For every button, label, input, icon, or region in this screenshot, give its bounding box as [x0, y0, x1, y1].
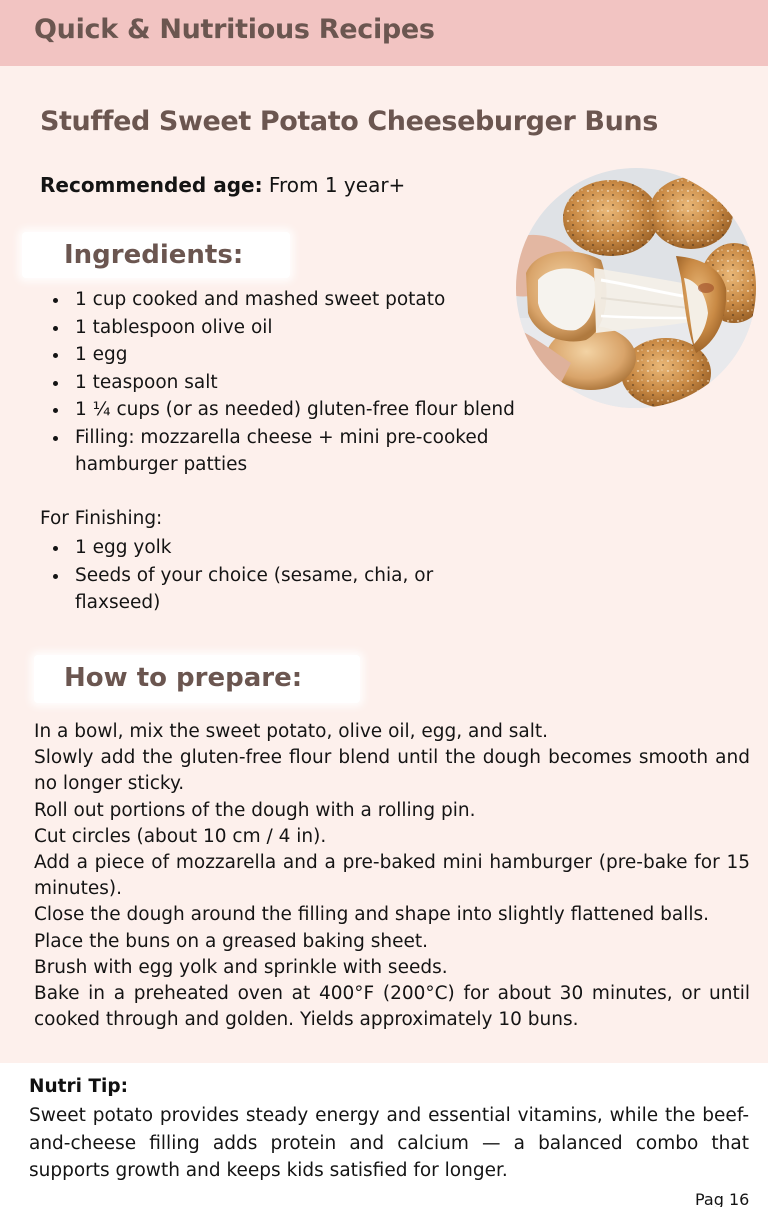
step-text: Slowly add the gluten-free flour blend until the dough becomes smooth and no longer sticky. [34, 747, 750, 795]
list-item: 1 teaspoon salt [40, 369, 520, 397]
step-text: Bake in a preheated oven at 400°F (200°C) for about 30 minutes, or until cooked through and golden. Yields approximately 10 buns. [34, 983, 750, 1031]
recommended-age [40, 173, 405, 197]
page-header-title: Quick & Nutritious Recipes [34, 14, 435, 45]
list-item: 1 cup cooked and mashed sweet potato [40, 286, 520, 314]
list-item: Filling: mozzarella cheese + mini pre-cooked hamburger patties [40, 424, 520, 479]
nutri-tip-title: Nutri Tip: [29, 1076, 129, 1097]
step-text: Place the buns on a greased baking sheet. [34, 930, 429, 952]
preparation-steps [34, 719, 750, 1033]
list-item: 1 ¼ cups (or as needed) gluten-free flour blend [40, 396, 520, 424]
stuffed-buns-photo [516, 168, 756, 408]
step-text: Close the dough around the filling and shape into slightly flattened balls. [34, 904, 710, 926]
age-label: Recommended age: [40, 173, 263, 197]
step-text: Add a piece of mozzarella and a pre-baked mini hamburger (pre-bake for 15 minutes). [34, 852, 750, 900]
list-item: 1 egg [40, 341, 520, 369]
step-text: Roll out portions of the dough with a rolling pin. [34, 799, 476, 821]
ingredients-heading: Ingredients: [64, 240, 244, 270]
finishing-list [40, 534, 480, 617]
prepare-heading: How to prepare: [64, 663, 303, 693]
nutri-tip-text: Sweet potato provides steady energy and essential vitamins, while the beef-and-cheese filling adds protein and calcium — a balanced combo that supports growth and keeps kids satisfied for longer. [29, 1105, 749, 1181]
list-item: Seeds of your choice (sesame, chia, or flaxseed) [40, 562, 480, 617]
finishing-label: For Finishing: [40, 508, 163, 529]
ingredients-list [40, 286, 520, 479]
buns-illustration [516, 168, 756, 408]
page-number: Pag 16 [695, 1190, 750, 1207]
step-text: Cut circles (about 10 cm / 4 in). [34, 825, 327, 847]
step-text: In a bowl, mix the sweet potato, olive oil, egg, and salt. [34, 721, 548, 742]
list-item: 1 egg yolk [40, 534, 480, 562]
recipe-title: Stuffed Sweet Potato Cheeseburger Buns [40, 106, 658, 137]
list-item: 1 tablespoon olive oil [40, 314, 520, 342]
age-value: From 1 year+ [262, 173, 406, 197]
step-text: Brush with egg yolk and sprinkle with seeds. [34, 956, 448, 978]
